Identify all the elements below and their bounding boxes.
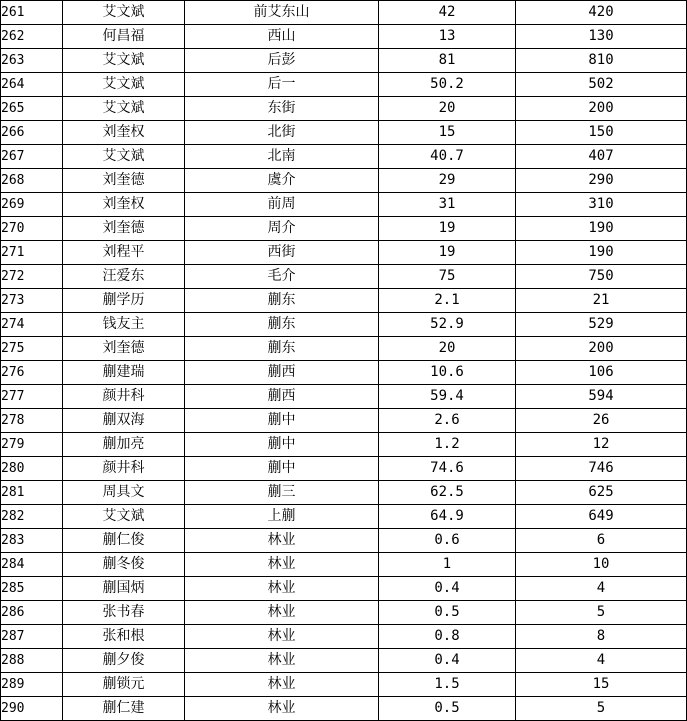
row-number-cell: 267 <box>1 145 63 169</box>
location-cell: 林业 <box>185 673 379 697</box>
row-number-cell: 274 <box>1 313 63 337</box>
table-row <box>1 169 687 193</box>
table-row <box>1 433 687 457</box>
row-number-cell: 272 <box>1 265 63 289</box>
area-cell: 0.8 <box>379 625 516 649</box>
location-cell: 前周 <box>185 193 379 217</box>
area-cell: 50.2 <box>379 73 516 97</box>
name-cell: 钱友主 <box>63 313 185 337</box>
location-cell: 蒯中 <box>185 409 379 433</box>
table-row <box>1 385 687 409</box>
amount-cell: 190 <box>516 217 687 241</box>
name-cell: 蒯锁元 <box>63 673 185 697</box>
name-cell: 刘奎德 <box>63 337 185 361</box>
area-cell: 62.5 <box>379 481 516 505</box>
location-cell: 毛介 <box>185 265 379 289</box>
area-cell: 0.6 <box>379 529 516 553</box>
amount-cell: 200 <box>516 337 687 361</box>
area-cell: 20 <box>379 337 516 361</box>
amount-cell: 594 <box>516 385 687 409</box>
row-number-cell: 275 <box>1 337 63 361</box>
area-cell: 31 <box>379 193 516 217</box>
amount-cell: 26 <box>516 409 687 433</box>
area-cell: 81 <box>379 49 516 73</box>
row-number-cell: 268 <box>1 169 63 193</box>
name-cell: 颜井科 <box>63 385 185 409</box>
location-cell: 西山 <box>185 25 379 49</box>
amount-cell: 200 <box>516 97 687 121</box>
location-cell: 前艾东山 <box>185 1 379 25</box>
amount-cell: 310 <box>516 193 687 217</box>
area-cell: 19 <box>379 241 516 265</box>
row-number-cell: 279 <box>1 433 63 457</box>
name-cell: 蒯仁建 <box>63 697 185 721</box>
amount-cell: 8 <box>516 625 687 649</box>
area-cell: 52.9 <box>379 313 516 337</box>
name-cell: 蒯加亮 <box>63 433 185 457</box>
table-row <box>1 1 687 25</box>
location-cell: 林业 <box>185 697 379 721</box>
table-row <box>1 97 687 121</box>
row-number-cell: 288 <box>1 649 63 673</box>
area-cell: 1.5 <box>379 673 516 697</box>
table-row <box>1 265 687 289</box>
row-number-cell: 285 <box>1 577 63 601</box>
amount-cell: 810 <box>516 49 687 73</box>
location-cell: 蒯中 <box>185 457 379 481</box>
name-cell: 蒯建瑞 <box>63 361 185 385</box>
name-cell: 刘奎德 <box>63 169 185 193</box>
table-row <box>1 409 687 433</box>
area-cell: 19 <box>379 217 516 241</box>
table-row <box>1 193 687 217</box>
table-row <box>1 625 687 649</box>
name-cell: 周具文 <box>63 481 185 505</box>
location-cell: 东街 <box>185 97 379 121</box>
amount-cell: 12 <box>516 433 687 457</box>
location-cell: 西街 <box>185 241 379 265</box>
row-number-cell: 269 <box>1 193 63 217</box>
area-cell: 42 <box>379 1 516 25</box>
location-cell: 后彭 <box>185 49 379 73</box>
location-cell: 北街 <box>185 121 379 145</box>
location-cell: 蒯东 <box>185 337 379 361</box>
location-cell: 林业 <box>185 649 379 673</box>
amount-cell: 190 <box>516 241 687 265</box>
row-number-cell: 284 <box>1 553 63 577</box>
amount-cell: 5 <box>516 601 687 625</box>
area-cell: 15 <box>379 121 516 145</box>
table-row <box>1 577 687 601</box>
amount-cell: 502 <box>516 73 687 97</box>
location-cell: 林业 <box>185 625 379 649</box>
area-cell: 29 <box>379 169 516 193</box>
row-number-cell: 281 <box>1 481 63 505</box>
name-cell: 蒯双海 <box>63 409 185 433</box>
row-number-cell: 289 <box>1 673 63 697</box>
amount-cell: 21 <box>516 289 687 313</box>
location-cell: 蒯西 <box>185 361 379 385</box>
amount-cell: 5 <box>516 697 687 721</box>
name-cell: 蒯冬俊 <box>63 553 185 577</box>
area-cell: 0.5 <box>379 601 516 625</box>
location-cell: 虞介 <box>185 169 379 193</box>
row-number-cell: 270 <box>1 217 63 241</box>
location-cell: 北南 <box>185 145 379 169</box>
area-cell: 2.6 <box>379 409 516 433</box>
location-cell: 后一 <box>185 73 379 97</box>
table-row <box>1 601 687 625</box>
table-row <box>1 697 687 721</box>
amount-cell: 649 <box>516 505 687 529</box>
location-cell: 林业 <box>185 601 379 625</box>
row-number-cell: 278 <box>1 409 63 433</box>
area-cell: 40.7 <box>379 145 516 169</box>
name-cell: 刘程平 <box>63 241 185 265</box>
row-number-cell: 290 <box>1 697 63 721</box>
amount-cell: 290 <box>516 169 687 193</box>
location-cell: 蒯三 <box>185 481 379 505</box>
location-cell: 蒯东 <box>185 289 379 313</box>
name-cell: 艾文斌 <box>63 1 185 25</box>
area-cell: 59.4 <box>379 385 516 409</box>
table-row <box>1 217 687 241</box>
amount-cell: 529 <box>516 313 687 337</box>
amount-cell: 625 <box>516 481 687 505</box>
name-cell: 刘奎权 <box>63 193 185 217</box>
name-cell: 蒯夕俊 <box>63 649 185 673</box>
row-number-cell: 276 <box>1 361 63 385</box>
table-row <box>1 25 687 49</box>
name-cell: 艾文斌 <box>63 145 185 169</box>
area-cell: 13 <box>379 25 516 49</box>
name-cell: 蒯仁俊 <box>63 529 185 553</box>
amount-cell: 150 <box>516 121 687 145</box>
table-row <box>1 361 687 385</box>
row-number-cell: 283 <box>1 529 63 553</box>
amount-cell: 4 <box>516 649 687 673</box>
area-cell: 1 <box>379 553 516 577</box>
table-row <box>1 313 687 337</box>
amount-cell: 15 <box>516 673 687 697</box>
location-cell: 蒯西 <box>185 385 379 409</box>
row-number-cell: 271 <box>1 241 63 265</box>
table-row <box>1 481 687 505</box>
area-cell: 0.4 <box>379 649 516 673</box>
location-cell: 林业 <box>185 529 379 553</box>
area-cell: 0.4 <box>379 577 516 601</box>
location-cell: 周介 <box>185 217 379 241</box>
name-cell: 刘奎权 <box>63 121 185 145</box>
amount-cell: 746 <box>516 457 687 481</box>
location-cell: 蒯东 <box>185 313 379 337</box>
area-cell: 2.1 <box>379 289 516 313</box>
name-cell: 艾文斌 <box>63 49 185 73</box>
name-cell: 张书春 <box>63 601 185 625</box>
table-body <box>1 1 687 721</box>
area-cell: 20 <box>379 97 516 121</box>
table-row <box>1 505 687 529</box>
row-number-cell: 280 <box>1 457 63 481</box>
name-cell: 蒯国炳 <box>63 577 185 601</box>
row-number-cell: 263 <box>1 49 63 73</box>
table-row <box>1 289 687 313</box>
name-cell: 汪爱东 <box>63 265 185 289</box>
name-cell: 张和根 <box>63 625 185 649</box>
table-row <box>1 553 687 577</box>
amount-cell: 10 <box>516 553 687 577</box>
row-number-cell: 261 <box>1 1 63 25</box>
row-number-cell: 262 <box>1 25 63 49</box>
area-cell: 64.9 <box>379 505 516 529</box>
area-cell: 75 <box>379 265 516 289</box>
row-number-cell: 266 <box>1 121 63 145</box>
table-row <box>1 241 687 265</box>
location-cell: 上蒯 <box>185 505 379 529</box>
area-cell: 10.6 <box>379 361 516 385</box>
amount-cell: 130 <box>516 25 687 49</box>
amount-cell: 407 <box>516 145 687 169</box>
amount-cell: 4 <box>516 577 687 601</box>
table-row <box>1 73 687 97</box>
row-number-cell: 287 <box>1 625 63 649</box>
table-row <box>1 457 687 481</box>
area-cell: 74.6 <box>379 457 516 481</box>
row-number-cell: 273 <box>1 289 63 313</box>
row-number-cell: 286 <box>1 601 63 625</box>
row-number-cell: 277 <box>1 385 63 409</box>
amount-cell: 106 <box>516 361 687 385</box>
name-cell: 艾文斌 <box>63 505 185 529</box>
area-cell: 1.2 <box>379 433 516 457</box>
row-number-cell: 264 <box>1 73 63 97</box>
table-row <box>1 49 687 73</box>
name-cell: 颜井科 <box>63 457 185 481</box>
amount-cell: 420 <box>516 1 687 25</box>
table-row <box>1 649 687 673</box>
row-number-cell: 265 <box>1 97 63 121</box>
location-cell: 林业 <box>185 553 379 577</box>
name-cell: 蒯学历 <box>63 289 185 313</box>
amount-cell: 750 <box>516 265 687 289</box>
amount-cell: 6 <box>516 529 687 553</box>
table-row <box>1 673 687 697</box>
table-row <box>1 337 687 361</box>
table-row <box>1 121 687 145</box>
location-cell: 蒯中 <box>185 433 379 457</box>
name-cell: 艾文斌 <box>63 97 185 121</box>
table-row <box>1 145 687 169</box>
name-cell: 刘奎德 <box>63 217 185 241</box>
row-number-cell: 282 <box>1 505 63 529</box>
area-cell: 0.5 <box>379 697 516 721</box>
location-cell: 林业 <box>185 577 379 601</box>
name-cell: 何昌福 <box>63 25 185 49</box>
name-cell: 艾文斌 <box>63 73 185 97</box>
table-row <box>1 529 687 553</box>
